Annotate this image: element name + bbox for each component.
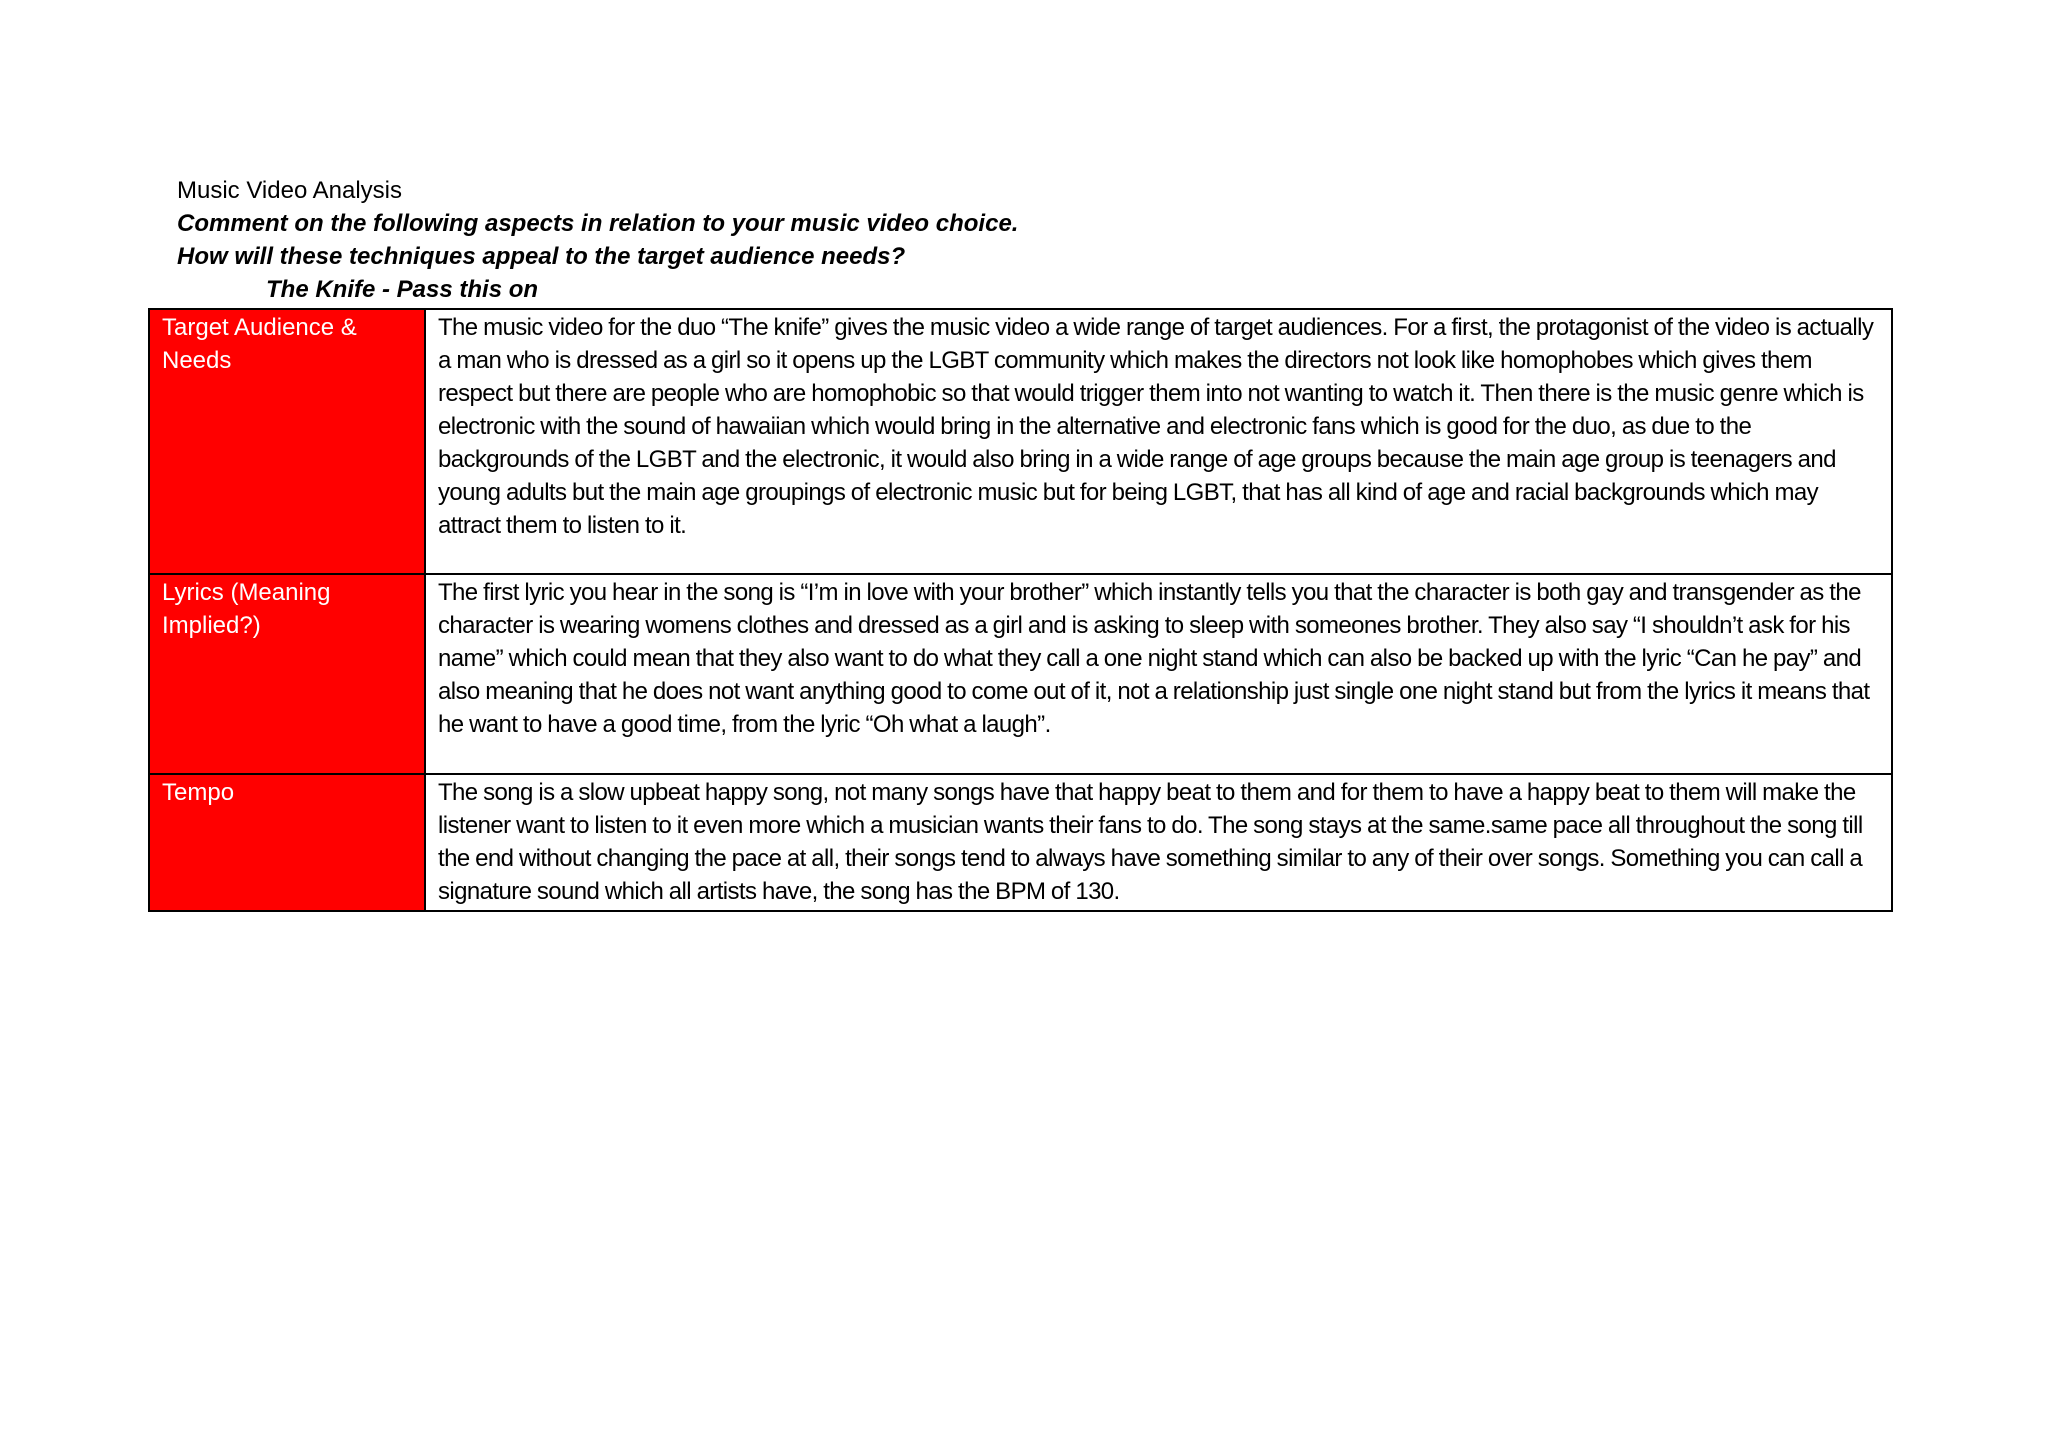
row-label-tempo: Tempo [149,774,425,911]
table-row-lyrics [149,574,1892,774]
row-label-lyrics: Lyrics (Meaning Implied?) [149,574,425,774]
row-content-tempo: The song is a slow upbeat happy song, not many songs have that happy beat to them and for them to have a happy beat to them will make the listener want to listen to it even more which a musician wants their fans to do. The song stays at the same.same pace all throughout the song till the end without changing the pace at all, their songs tend to always have something similar to any of their over songs. Something you can call a signature sound which all artists have, the song has the BPM of 130. [425,774,1892,911]
document-header [177,174,1877,306]
table-row-tempo [149,774,1892,911]
table-row-target-audience [149,309,1892,574]
instruction-line-1: Comment on the following aspects in relation to your music video choice. [177,210,1019,237]
row-content-target-audience: The music video for the duo “The knife” gives the music video a wide range of target audiences. For a first, the protagonist of the video is actually a man who is dressed as a girl so it opens up the LGBT community which makes the directors not look like homophobes which gives them respect but there are people who are homophobic so that would trigger them into not wanting to watch it. Then there is the music genre which is electronic with the sound of hawaiian which would bring in the alternative and electronic fans which is good for the duo, as due to the backgrounds of the LGBT and the electronic, it would also bring in a wide range of age groups because the main age group is teenagers and young adults but the main age groupings of electronic music but for being LGBT, that has all kind of age and racial backgrounds which may attract them to listen to it. [425,309,1892,574]
row-content-lyrics: The first lyric you hear in the song is “I’m in love with your brother” which instantly tells you that the character is both gay and transgender as the character is wearing womens clothes and dressed as a girl and is asking to sleep with someones brother. They also say “I shouldn’t ask for his name” which could mean that they also want to do what they call a one night stand which can also be backed up with the lyric “Can he pay” and also meaning that he does not want anything good to come out of it, not a relationship just single one night stand but from the lyrics it means that he want to have a good time, from the lyric “Oh what a laugh”. [425,574,1892,774]
instruction-line-2: How will these techniques appeal to the target audience needs? [177,243,906,270]
analysis-table [148,308,1893,912]
video-title: The Knife - Pass this on [266,276,539,303]
document-title: Music Video Analysis [177,177,402,204]
row-label-target-audience: Target Audience & Needs [149,309,425,574]
